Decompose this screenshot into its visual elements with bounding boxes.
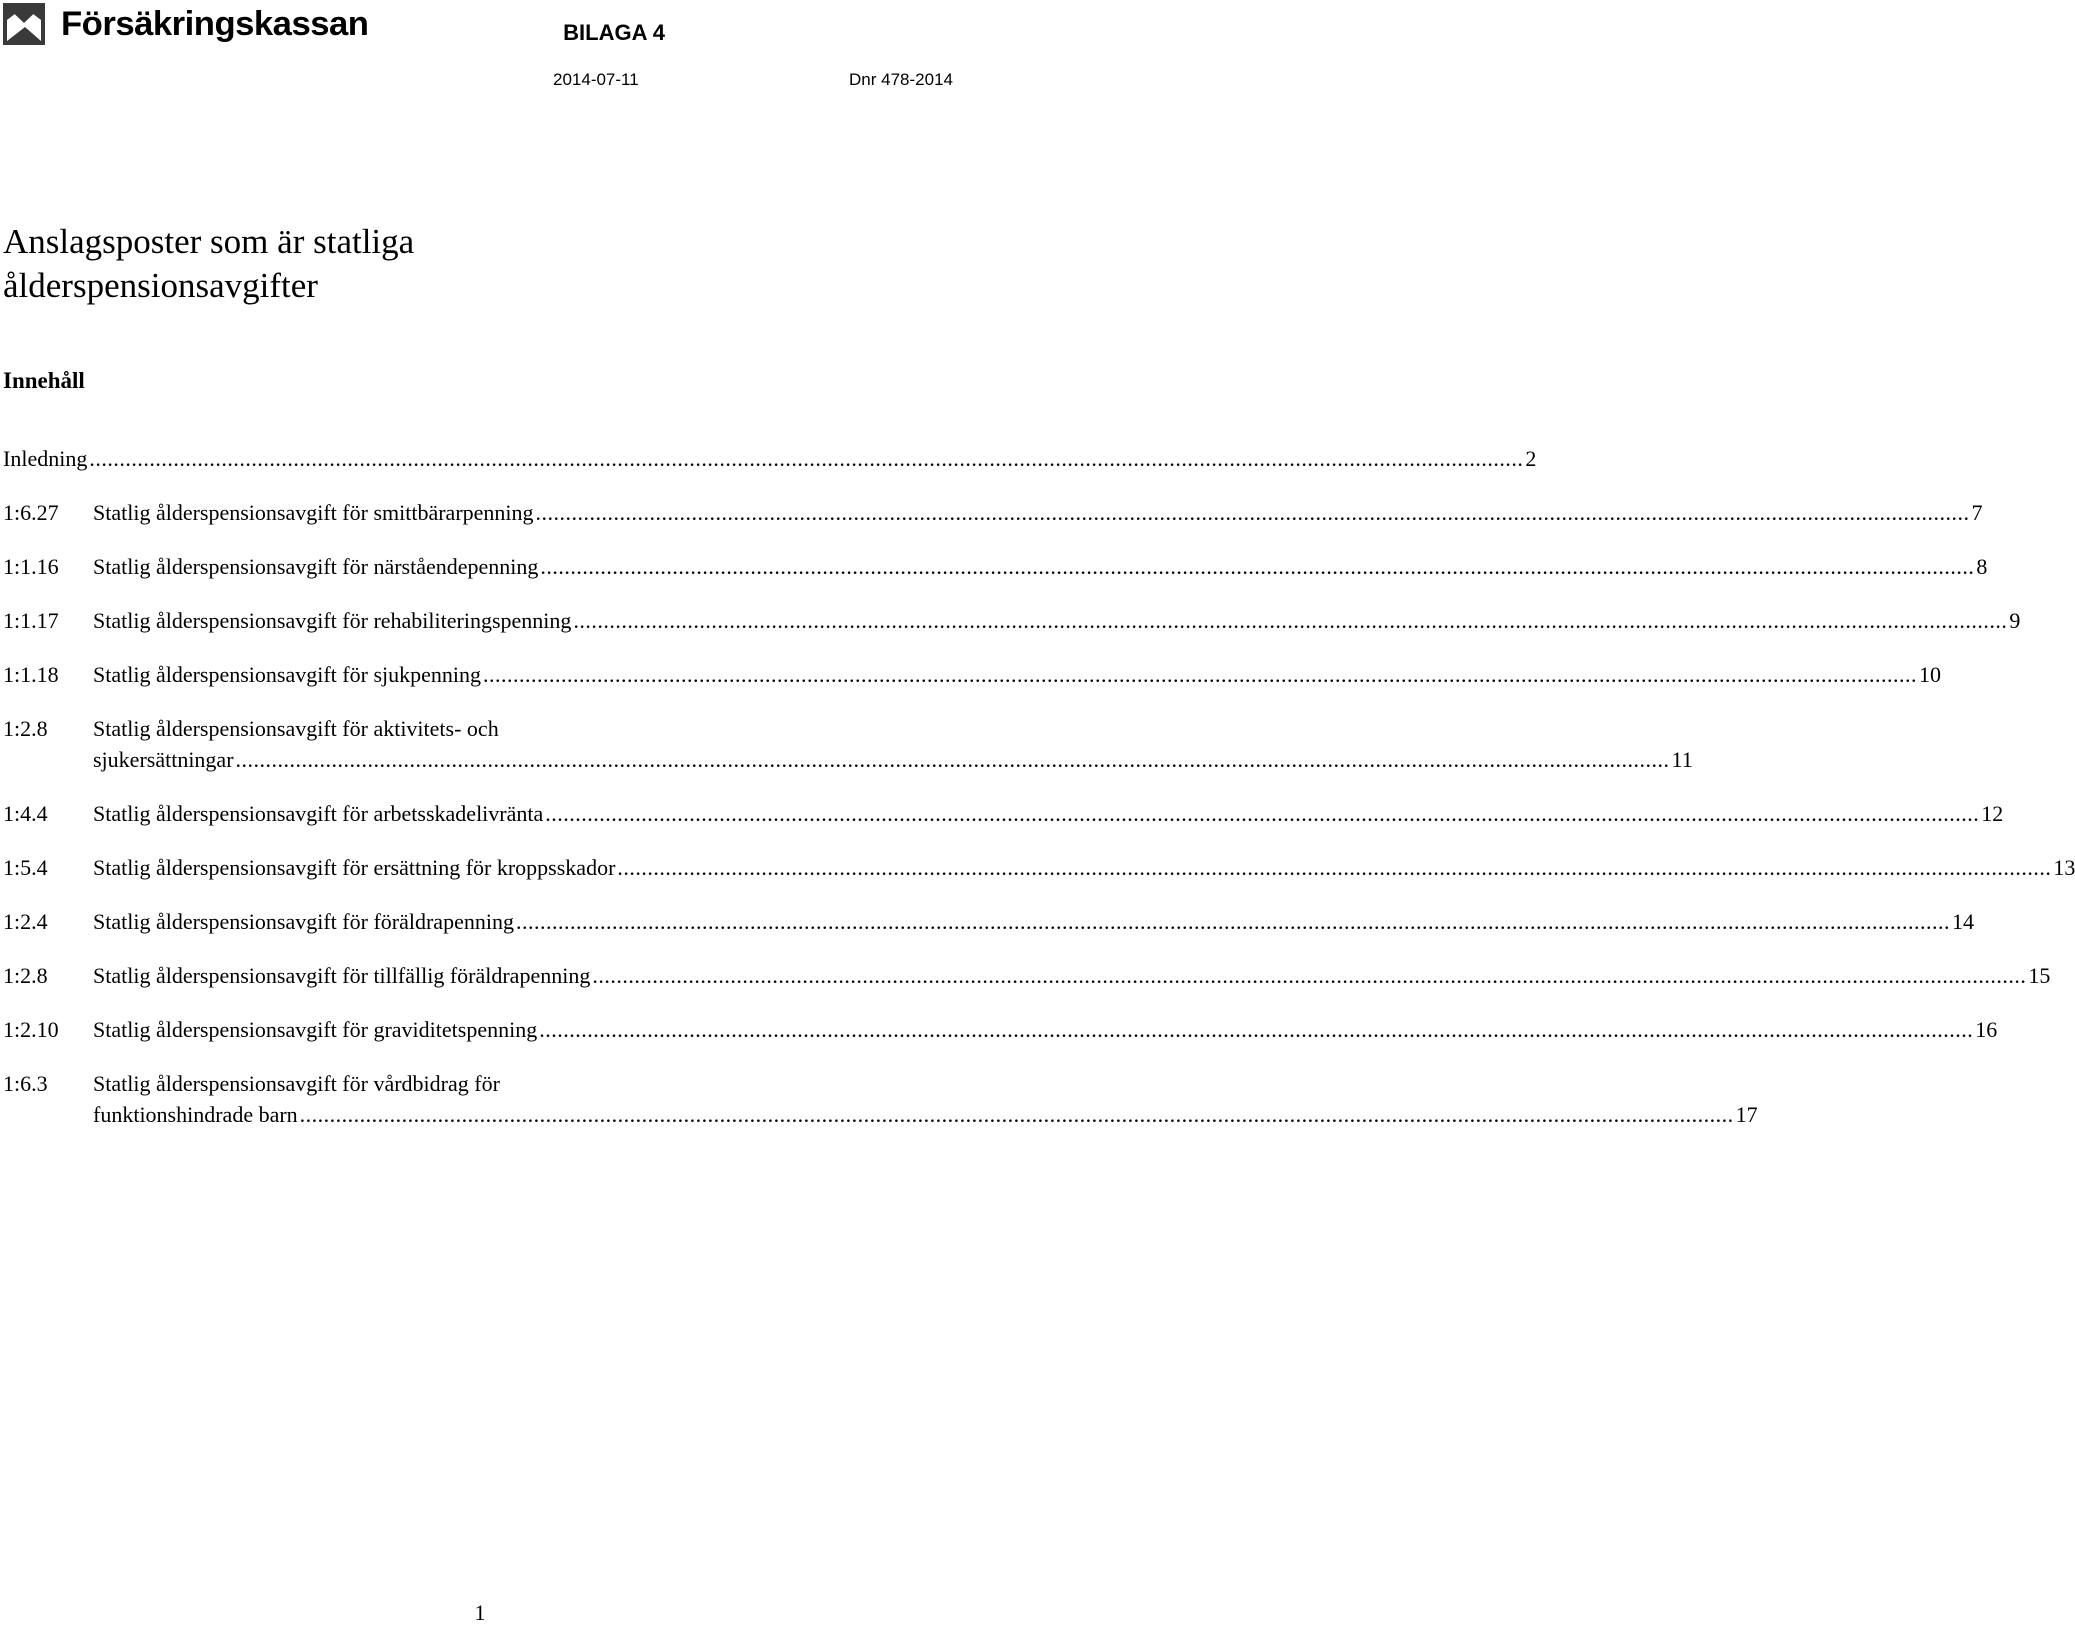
toc-page-number: 12 bbox=[1981, 801, 2004, 826]
attachment-label: BILAGA 4 bbox=[563, 20, 665, 45]
toc-leader bbox=[539, 1014, 1973, 1045]
toc-page-number: 10 bbox=[1919, 662, 1941, 687]
toc-leader bbox=[573, 605, 2007, 636]
toc-entry-number: 1:6.27 bbox=[3, 500, 59, 525]
toc-entry-number: 1:2.10 bbox=[3, 1017, 59, 1042]
toc-leader bbox=[236, 744, 1670, 775]
toc-leader bbox=[617, 852, 2051, 883]
toc-heading: Innehåll bbox=[3, 368, 85, 393]
toc-page-number: 2 bbox=[1525, 446, 1537, 471]
toc-leader bbox=[300, 1099, 1734, 1130]
toc-entry-text: Statlig ålderspensionsavgift för smittbärarpenning bbox=[93, 500, 534, 525]
toc-entry-number: 1:1.17 bbox=[3, 608, 59, 633]
toc-entry-text: Statlig ålderspensionsavgift för graviditetspenning bbox=[93, 1017, 538, 1042]
document-title: Anslagsposter som är statliga ålderspensionsavgifter bbox=[3, 222, 415, 305]
toc-entry[interactable] bbox=[3, 906, 1974, 937]
toc-leader bbox=[540, 551, 1974, 582]
reference-number: Dnr 478-2014 bbox=[849, 70, 953, 89]
toc-entry[interactable] bbox=[3, 659, 1941, 690]
toc-entry-text: Statlig ålderspensionsavgift för ersättning för kroppsskador bbox=[93, 855, 616, 880]
forsakringskassan-logo-icon bbox=[3, 3, 45, 45]
toc-leader bbox=[89, 443, 1523, 474]
toc-entry-text: Statlig ålderspensionsavgift för föräldrapenning bbox=[93, 909, 514, 934]
toc-entry-text: sjukersättningar bbox=[93, 747, 234, 772]
toc-leader bbox=[483, 659, 1917, 690]
table-of-contents bbox=[3, 443, 2075, 1153]
toc-page-number: 7 bbox=[1971, 500, 1983, 525]
toc-entry-number: 1:5.4 bbox=[3, 855, 48, 880]
toc-page-number: 13 bbox=[2053, 855, 2075, 880]
toc-entry-text-first-line: Statlig ålderspensionsavgift för vårdbidrag för bbox=[93, 1071, 500, 1096]
toc-entry-number: 1:6.3 bbox=[3, 1071, 48, 1096]
toc-entry[interactable] bbox=[3, 852, 2075, 883]
page-number: 1 bbox=[474, 1600, 486, 1625]
toc-entry-text: Statlig ålderspensionsavgift för rehabiliteringspenning bbox=[93, 608, 572, 633]
toc-entry-number: 1:1.16 bbox=[3, 554, 59, 579]
toc-entry-text: Statlig ålderspensionsavgift för tillfällig föräldrapenning bbox=[93, 963, 591, 988]
logo bbox=[3, 2, 369, 46]
toc-page-number: 11 bbox=[1671, 747, 1693, 772]
toc-entry[interactable] bbox=[3, 960, 2051, 991]
toc-page-number: 15 bbox=[2028, 963, 2051, 988]
toc-entry-text: Statlig ålderspensionsavgift för sjukpenning bbox=[93, 662, 481, 687]
toc-entry-number: 1:2.8 bbox=[3, 716, 48, 741]
toc-page-number: 14 bbox=[1951, 909, 1974, 934]
toc-entry-number: 1:2.8 bbox=[3, 963, 48, 988]
toc-entry-number: 1:4.4 bbox=[3, 801, 48, 826]
toc-entry[interactable] bbox=[3, 713, 1693, 775]
toc-entry[interactable] bbox=[3, 1068, 1758, 1130]
toc-page-number: 17 bbox=[1735, 1102, 1758, 1127]
toc-entry-text: Statlig ålderspensionsavgift för arbetsskadelivränta bbox=[93, 801, 544, 826]
toc-entry[interactable] bbox=[3, 1014, 1998, 1045]
toc-entry-text: Inledning bbox=[3, 446, 88, 471]
toc-leader bbox=[592, 960, 2026, 991]
toc-page-number: 16 bbox=[1975, 1017, 1998, 1042]
toc-entry-text: Statlig ålderspensionsavgift för närståendepenning bbox=[93, 554, 539, 579]
toc-page-number: 8 bbox=[1976, 554, 1988, 579]
toc-entry[interactable] bbox=[3, 605, 2021, 636]
toc-entry-intro[interactable] bbox=[3, 443, 1537, 474]
toc-leader bbox=[545, 798, 1979, 829]
toc-entry-number: 1:2.4 bbox=[3, 909, 48, 934]
toc-entry[interactable] bbox=[3, 497, 1983, 528]
toc-page-number: 9 bbox=[2009, 608, 2021, 633]
logo-text: Försäkringskassan bbox=[61, 5, 369, 43]
toc-entry-number: 1:1.18 bbox=[3, 662, 59, 687]
toc-entry[interactable] bbox=[3, 798, 2004, 829]
document-date: 2014-07-11 bbox=[553, 70, 639, 89]
toc-leader bbox=[516, 906, 1950, 937]
toc-entry-text-first-line: Statlig ålderspensionsavgift för aktivitets- och bbox=[93, 716, 499, 741]
toc-leader bbox=[536, 497, 1970, 528]
toc-entry[interactable] bbox=[3, 551, 1988, 582]
toc-entry-text: funktionshindrade barn bbox=[93, 1102, 298, 1127]
